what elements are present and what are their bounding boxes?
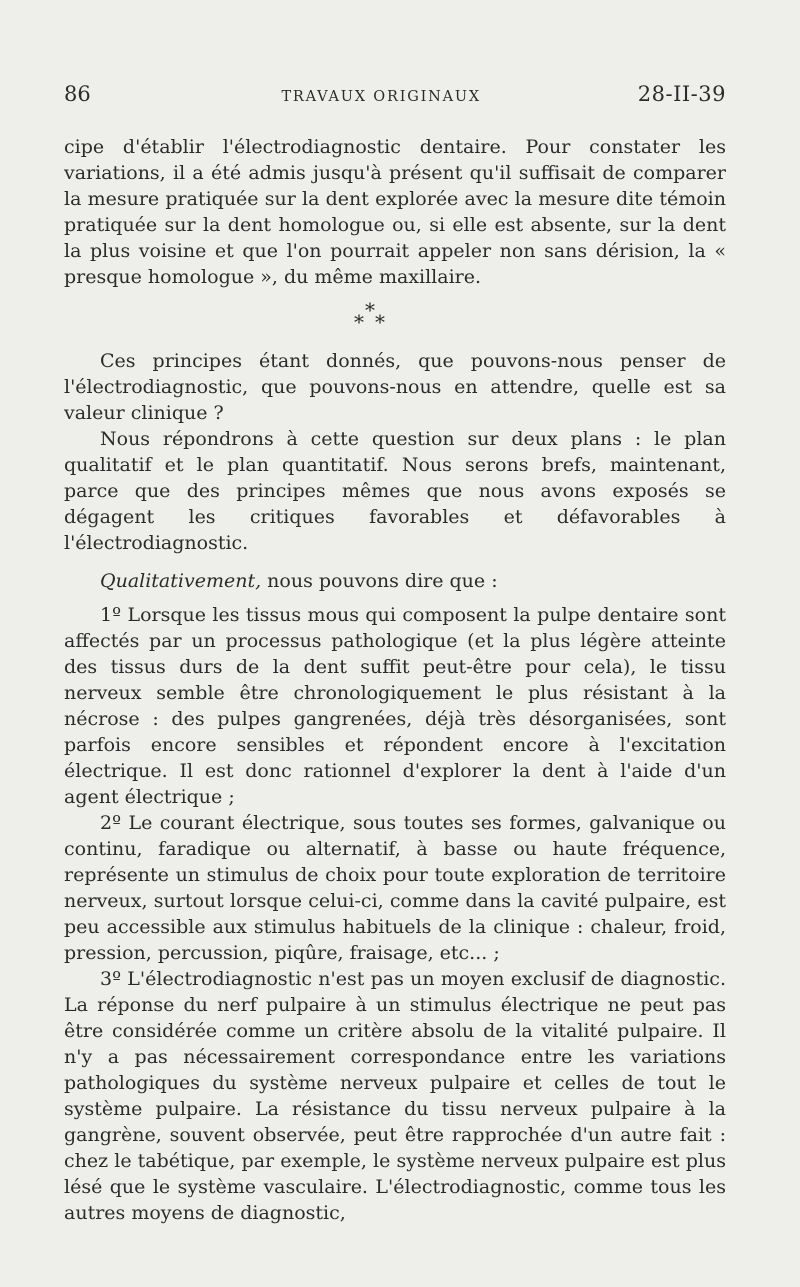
paragraph: Nous répondrons à cette question sur deux plans : le plan qualitatif et le plan quantitatif. Nous serons brefs, maintenant, parce que des principes mêmes que nous avons exposés se dégagent les critiques favorables et défavorables à l'électrodiagnostic. [64,428,726,554]
running-title: TRAVAUX ORIGINAUX [281,89,482,105]
asterisk-left: * [354,310,364,334]
running-head [64,82,726,112]
asterisk-top: * [365,298,375,322]
asterisk-right: * [375,310,385,334]
page-number: 86 [64,82,91,106]
paragraph-rest: nous pouvons dire que : [261,570,498,592]
list-item: 3º L'électrodiagnostic n'est pas un moyen exclusif de diagnostic. La réponse du nerf pulpaire à un stimulus électrique ne peut pas être considérée comme un critère absolu de la vitalité pulpaire. Il n'y a pas nécessairement correspondance entre les variations pathologiques du système nerveux pulpaire et celles de tout le système pulpaire. La résistance du tissu nerveux pulpaire à la gangrène, souvent observée, peut être rapprochée d'un autre fait : chez le tabétique, par exemple, le système nerveux pulpaire est plus lésé que le système vasculaire. L'électrodiagnostic, comme tous les autres moyens de diagnostic, [64,968,726,1224]
list-item: 1º Lorsque les tissus mous qui composent la pulpe dentaire sont affectés par un processus pathologique (et la plus légère atteinte des tissus durs de la dent suffit peut-être pour cela), le tissu nerveux semble être chronologiquement le plus résistant à la nécrose : des pulpes gangrenées, déjà très désorganisées, sont parfois encore sensibles et répondent encore à l'excitation électrique. Il est donc rationnel d'explorer la dent à l'aide d'un agent électrique ; [64,604,726,808]
list-item: 2º Le courant électrique, sous toutes ses formes, galvanique ou continu, faradique ou alternatif, à basse ou haute fréquence, représente un stimulus de choix pour toute exploration de territoire nerveux, surtout lorsque celui-ci, comme dans la cavité pulpaire, est peu accessible aux stimulus habituels de la clinique : chaleur, froid, pression, percussion, piqûre, fraisage, etc... ; [64,812,726,964]
issue-date: 28-II-39 [637,82,726,106]
section-asterism [64,298,726,344]
paragraph [64,568,726,594]
italic-lead: Qualitativement, [100,570,262,592]
book-page [64,82,726,1226]
body-text [64,134,726,1226]
paragraph: cipe d'établir l'électrodiagnostic dentaire. Pour constater les variations, il a été admis jusqu'à présent qu'il suffisait de comparer la mesure pratiquée sur la dent explorée avec la mesure dite témoin pratiquée sur la dent homologue ou, si elle est absente, sur la dent la plus voisine et que l'on pourrait appeler non sans dérision, la « presque homologue », du même maxillaire. [64,136,726,288]
paragraph: Ces principes étant donnés, que pouvons-nous penser de l'électrodiagnostic, que pouvons-nous en attendre, quelle est sa valeur clinique ? [64,350,726,424]
